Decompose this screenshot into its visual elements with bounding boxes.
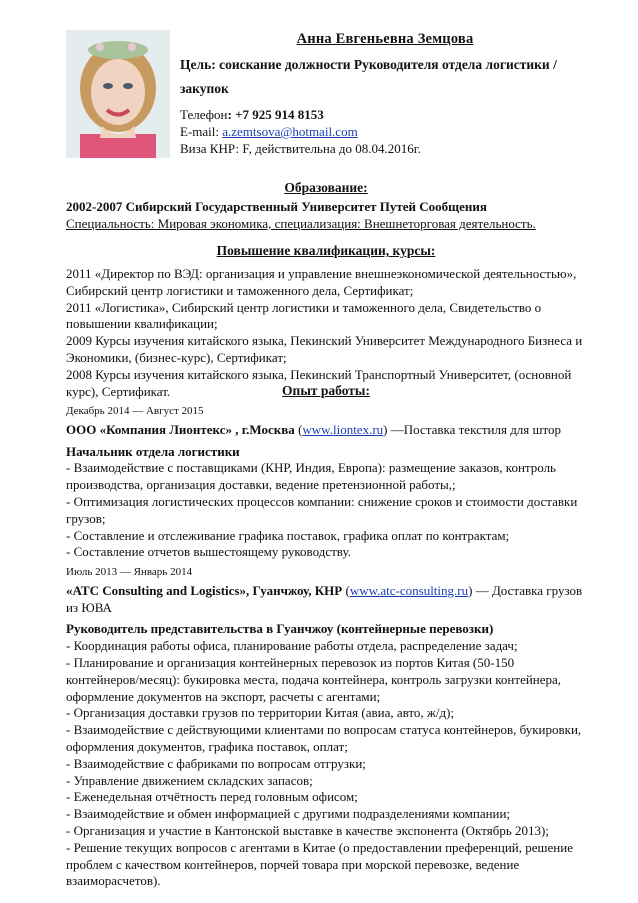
- education-university: 2002-2007 Сибирский Государственный Университет Путей Сообщения: [66, 199, 487, 214]
- courses-heading: Повышение квалификации, курсы:: [216, 243, 436, 258]
- contact-info: [180, 106, 421, 157]
- job-duty: - Составление и отслеживание графика поставок, графика оплат по контрактам;: [66, 527, 510, 543]
- job-position: Начальник отдела логистики: [66, 443, 240, 459]
- job-duty: взаиморасчетов).: [66, 873, 161, 889]
- job-duty: - Организация и участие в Кантонской выставке в качестве экспонента (Октябрь 2013);: [66, 822, 549, 838]
- education-specialty: Специальность: Мировая экономика, специализация: Внешнеторговая деятельность.: [66, 215, 536, 231]
- career-goal-line-2: закупок: [180, 81, 229, 96]
- experience-heading: Опыт работы:: [282, 383, 370, 398]
- job-duty: - Решение текущих вопросов с агентами в Китае (о предоставлении преференций, решение: [66, 839, 573, 855]
- email-row: [180, 123, 421, 140]
- job-entry-2: [66, 564, 590, 890]
- phone-number: : +7 925 914 8153: [227, 107, 324, 122]
- job-duty: - Взаимодействие с фабриками по вопросам отгрузки;: [66, 755, 366, 771]
- job-duty: оформление документов на экспорт, расчеты с агентами;: [66, 688, 381, 704]
- company-website-link[interactable]: www.atc-consulting.ru: [349, 582, 469, 598]
- job-duty: - Взаимодействие и обмен информацией с другими подразделениями компании;: [66, 806, 511, 822]
- job-duty: оформления документов, графика поставок, оплат;: [66, 738, 348, 754]
- job-company-row: [66, 583, 590, 600]
- job-duty: грузов;: [66, 510, 106, 526]
- job-duty: - Оптимизация логистических процессов компании: снижение сроков и стоимости доставки: [66, 493, 578, 509]
- job-company: «ATC Consulting and Logistics», Гуанчжоу, КНР: [66, 582, 343, 598]
- job-duty: - Управление движением складских запасов;: [66, 772, 313, 788]
- job-position: Руководитель представительства в Гуанчжоу (контейнерные перевозки): [66, 621, 494, 637]
- company-description: ) — Доставка грузов: [468, 582, 583, 598]
- job-duty: - Планирование и организация контейнерных перевозок из портов Китая (50-150: [66, 654, 515, 670]
- job-company: ООО «Компания Лионтекс» , г.Москва: [66, 421, 295, 437]
- job-duty: - Взаимодействие с поставщиками (КНР, Индия, Европа): размещение заказов, контроль: [66, 460, 556, 476]
- education-heading: Образование:: [284, 180, 368, 195]
- job-duty: - Еженедельная отчётность перед головным офисом;: [66, 789, 358, 805]
- job-duty: - Составление отчетов вышестоящему руководству.: [66, 544, 351, 560]
- job-company-row-2: из ЮВА: [66, 599, 112, 615]
- course-line: 2009 Курсы изучения китайского языка, Пекинский Университет Международного Бизнеса и: [66, 333, 583, 349]
- course-line: Сибирский центр логистики и таможенного дела, Сертификат;: [66, 282, 414, 298]
- job-duty: проблем с качеством контейнеров, порчей товара при морской перевозке, ведение: [66, 856, 520, 872]
- profile-photo: [66, 30, 170, 158]
- job-duty: - Организация доставки грузов по территории Китая (авиа, авто, ж/д);: [66, 705, 455, 721]
- course-line: 2008 Курсы изучения китайского языка, Пекинский Транспортный Университет, (основной: [66, 366, 572, 382]
- course-line: курс), Сертификат.: [66, 383, 171, 399]
- education-section: [66, 199, 590, 233]
- email-label: E-mail:: [180, 124, 223, 139]
- job-company-row: [66, 422, 590, 439]
- career-goal-line-1: Цель: соискание должности Руководителя отдела логистики /: [180, 57, 557, 72]
- profile-photo-image: [66, 30, 170, 158]
- candidate-name: Анна Евгеньевна Земцова: [296, 31, 474, 47]
- job-entry-1: [66, 403, 590, 561]
- job-duty: контейнеров/месяц): букировка места, подача контейнера, контроль загрузки контейнера,: [66, 671, 562, 687]
- job-duty: - Координация работы офиса, планирование работы отдела, распределение задач;: [66, 638, 518, 654]
- phone-label: Телефон: [180, 107, 228, 122]
- phone-row: [180, 106, 421, 123]
- email-link[interactable]: a.zemtsova@hotmail.com: [222, 124, 358, 139]
- course-line: Экономики, (бизнес-курс), Сертификат;: [66, 349, 287, 365]
- career-goal: [180, 53, 590, 101]
- job-duty: производства, организация доставки, ведение претензионной работы,;: [66, 477, 456, 493]
- course-line: 2011 «Логистика», Сибирский центр логистики и таможенного дела, Свидетельство о: [66, 299, 542, 315]
- job-period: Июль 2013 — Январь 2014: [66, 566, 193, 578]
- course-line: 2011 «Директор по ВЭД: организация и управление внешнеэкономической деятельностью»,: [66, 266, 577, 281]
- job-duty: - Взаимодействие с действующими клиентами по вопросам статуса контейнеров, букировки,: [66, 722, 582, 738]
- course-line: повышении квалификации;: [66, 316, 218, 332]
- job-period: Декабрь 2014 — Август 2015: [66, 405, 204, 417]
- site-open: (: [342, 582, 350, 598]
- company-description: ) —Поставка текстиля для штор: [383, 421, 562, 437]
- visa-info: Виза КНР: F, действительна до 08.04.2016г.: [180, 141, 421, 156]
- courses-section: [66, 266, 590, 400]
- site-open: (: [294, 421, 303, 437]
- company-website-link[interactable]: www.liontex.ru: [302, 421, 384, 437]
